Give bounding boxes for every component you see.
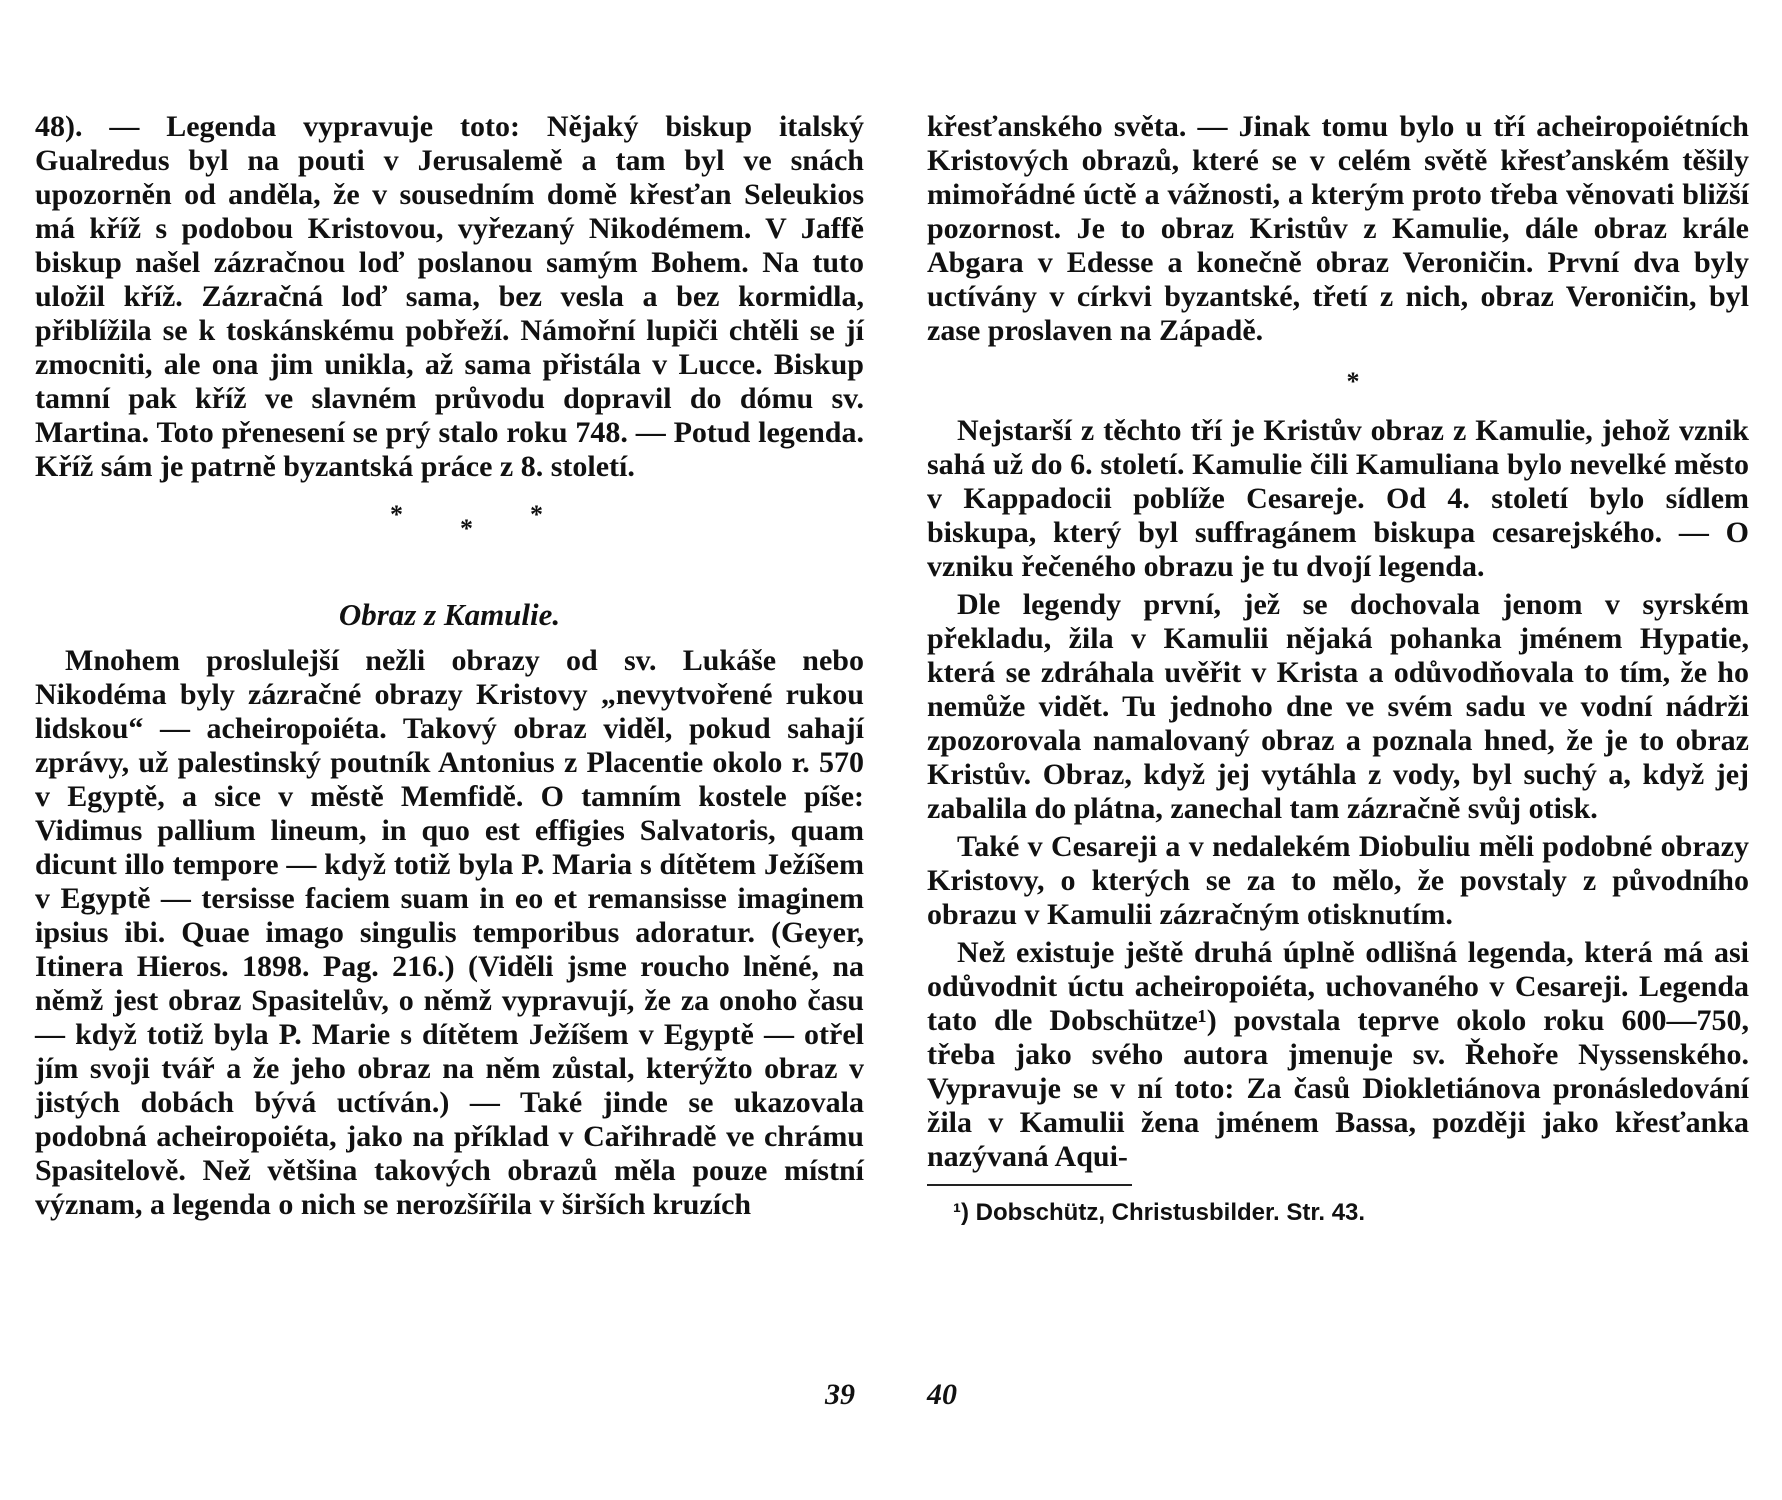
right-paragraph-4: Také v Cesareji a v nedalekém Diobuliu měli podobné obrazy Kristovy, o kterých se za to mělo, že povstaly z původního obrazu v Kamulii zázračným otisknutím. bbox=[927, 830, 1749, 931]
right-paragraph-2: Nejstarší z těchto tří je Kristův obraz z Kamulie, jehož vznik sahá už do 6. století. Kamulie čili Kamuliana bylo nevelké město v Kappadocii poblíže Cesareje. Od 4. století bylo sídlem biskupa, který byl suffragánem biskupa cesarejského. — O vzniku řečeného obrazu je tu dvojí legenda. bbox=[927, 414, 1749, 583]
right-page-text-column bbox=[927, 110, 1749, 1230]
right-paragraph-5: Než existuje ještě druhá úplně odlišná legenda, která má asi odůvodnit úctu acheiropoiéta, uchovaného v Cesareji. Legenda tato dle Dobschütze¹) povstala teprve okolo roku 600—750, třeba jako svého autora jmenuje sv. Řehoře Nyssenského. Vypravuje se v ní toto: Za časů Diokletiánova pronásledování žila v Kamulii žena jménem Bassa, později jako křesťanka nazývaná Aqui- bbox=[927, 936, 1749, 1173]
page-number-right: 40 bbox=[927, 1378, 957, 1411]
left-paragraph-1: 48). — Legenda vypravuje toto: Nějaký biskup italský Gualredus byl na pouti v Jerusalemě a tam byl ve snách upozorněn od anděla, že v sousedním domě křesťan Seleukios má kříž s podobou Kristovou, vyřezaný Nikodémem. V Jaffě biskup našel zázračnou loď poslanou samým Bohem. Na tuto uložil kříž. Zázračná loď sama, bez vesla a bez kormidla, přiblížila se k toskánskému pobřeží. Námořní lupiči chtěli se jí zmocniti, ale ona jim unikla, až sama přistála v Lucce. Biskup tamní pak kříž ve slavném průvodu dopravil do dómu sv. Martina. Toto přenesení se prý stalo roku 748. — Potud legenda. Kříž sám je patrně byzantská práce z 8. století. bbox=[35, 110, 864, 483]
right-paragraph-1: křesťanského světa. — Jinak tomu bylo u tří acheiropoiétních Kristových obrazů, které se v celém světě křesťanském těšily mimořádné úctě a vážnosti, a kterým proto třeba věnovati bližší pozornost. Je to obraz Kristův z Kamulie, dále obraz krále Abgara v Edesse a konečně obraz Veroničin. První dva byly uctívány v církvi byzantské, třetí z nich, obraz Veroničin, byl zase proslaven na Západě. bbox=[927, 110, 1749, 347]
asterisk-2: * bbox=[460, 514, 473, 543]
footnote-rule bbox=[927, 1184, 1132, 1186]
asterisk-3: * bbox=[530, 500, 543, 529]
left-page-text-column bbox=[35, 110, 864, 1222]
page-number-left: 39 bbox=[825, 1378, 855, 1411]
left-paragraph-2: Mnohem proslulejší nežli obrazy od sv. Lukáše nebo Nikodéma byly zázračné obrazy Kristovy „nevytvořené rukou lidskou“ — acheiropoiéta. Takový obraz viděl, pokud sahají zprávy, už palestinský poutník Antonius z Placentie okolo r. 570 v Egyptě, a sice v městě Memfidě. O tamním kostele píše: Vidimus pallium lineum, in quo est effigies Salvatoris, quam dicunt illo tempore — když totiž byla P. Maria s dítětem Ježíšem v Egyptě — tersisse faciem suam in eo et remansisse imaginem ipsius ibi. Quae imago singulis temporibus adoratur. (Geyer, Itinera Hieros. 1898. Pag. 216.) (Viděli jsme roucho lněné, na němž jest obraz Spasitelův, o němž vypravují, že za onoho času — když totiž byla P. Marie s dítětem Ježíšem v Egyptě — otřel jím svoji tvář a že jeho obraz na něm zůstal, kterýžto obraz v jistých dobách bývá uctíván.) — Také jinde se ukazovala podobná acheiropoiéta, jako na příklad v Cařihradě ve chrámu Spasitelově. Než většina takových obrazů měla pouze místní význam, a legenda o nich se nerozšířila v širších kruzích bbox=[35, 644, 864, 1221]
section-divider-asterisk: * bbox=[1346, 367, 1360, 396]
section-title: Obraz z Kamulie. bbox=[338, 597, 561, 632]
right-paragraph-3: Dle legendy první, jež se dochovala jenom v syrském překladu, žila v Kamulii nějaká pohanka jménem Hypatie, která se zdráhala uvěřit v Krista a odůvodňovala to tím, že ho nemůže vidět. Tu jednoho dne ve svém sadu ve vodní nádrži zpozorovala namalovaný obraz a poznala hned, že je to obraz Kristův. Obraz, když jej vytáhla z vody, byl suchý a, když jej zabalila do plátna, zanechal tam zázračně svůj otisk. bbox=[927, 588, 1749, 825]
footnote: ¹) Dobschütz, Christusbilder. Str. 43. bbox=[953, 1199, 1366, 1226]
asterisk-1: * bbox=[390, 500, 403, 529]
section-divider-asterisks bbox=[35, 498, 864, 588]
